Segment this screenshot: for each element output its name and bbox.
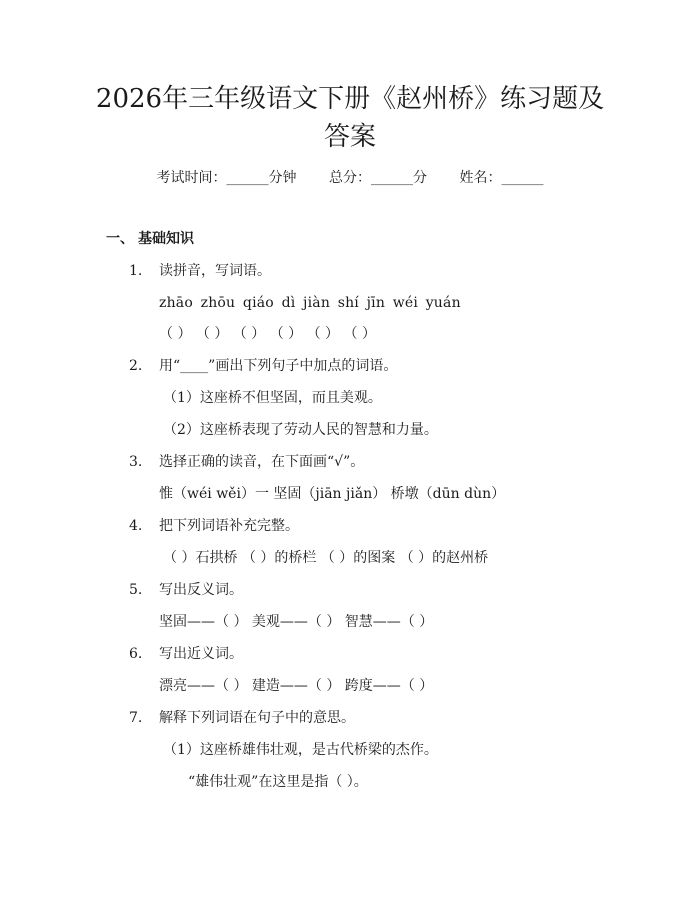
question-text: 选择正确的读音，在下面画“√”。	[159, 454, 365, 470]
title-line-2: 答案	[323, 122, 376, 152]
question-number: 1.	[129, 263, 143, 279]
section-number: 一、	[106, 231, 134, 247]
question-sentence: “雄伟壮观”在这里是指（ ）。	[188, 774, 368, 790]
question-text: 读拼音，写词语。	[159, 263, 271, 279]
question-number: 2.	[129, 358, 143, 374]
question-number: 6.	[129, 646, 143, 662]
question-number: 7.	[129, 710, 143, 726]
pinyin-line: zhāo zhōu qiáo dì jiàn shí jīn wéi yuán	[159, 295, 461, 311]
exam-time: 考试时间：______分钟	[156, 170, 297, 186]
question-sentence: 坚固——（ ） 美观——（ ） 智慧——（ ）	[159, 614, 434, 630]
question-number: 3.	[129, 454, 143, 470]
question-text: 把下列词语补充完整。	[159, 518, 299, 534]
exam-score: 总分：______分	[329, 170, 427, 186]
title-line-1: 2026年三年级语文下册《赵州桥》练习题及	[95, 84, 605, 114]
question-sentence: （1）这座桥雄伟壮观，是古代桥梁的杰作。	[163, 742, 438, 758]
question-number: 4.	[129, 518, 143, 534]
question-sentence: （ ）石拱桥 （ ）的桥栏 （ ）的图案 （ ）的赵州桥	[163, 550, 489, 566]
question-text: 写出反义词。	[159, 582, 243, 598]
answer-blanks: （ ） （ ） （ ） （ ） （ ） （ ）	[159, 326, 376, 342]
section-heading	[106, 229, 194, 249]
question-sentence: 漂亮——（ ） 建造——（ ） 跨度——（ ）	[159, 678, 434, 694]
question-number: 5.	[129, 582, 143, 598]
page-title	[60, 80, 640, 156]
section-label: 基础知识	[138, 231, 194, 247]
question-text: 用“____”画出下列句子中加点的词语。	[159, 358, 398, 374]
student-name: 姓名：______	[459, 170, 544, 186]
question-text: 写出近义词。	[159, 646, 243, 662]
exam-meta	[0, 168, 700, 188]
question-sentence: （1）这座桥不但坚固，而且美观。	[163, 390, 382, 406]
question-text: 解释下列词语在句子中的意思。	[159, 710, 355, 726]
question-sentence: （2）这座桥表现了劳动人民的智慧和力量。	[163, 422, 438, 438]
question-sentence: 惟（wéi wěi）一 坚固（jiān jiǎn） 桥墩（dūn dùn）	[159, 486, 506, 502]
